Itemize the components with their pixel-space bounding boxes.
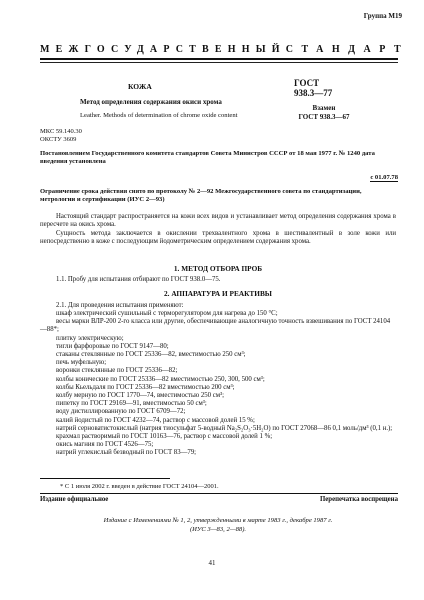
edition-note bbox=[40, 517, 396, 534]
list-item: тигли фарфоровые по ГОСТ 9147—80; bbox=[56, 342, 169, 350]
banner-word-interstate: МЕЖГОСУДАРСТВЕННЫЙ bbox=[40, 44, 286, 55]
classification-codes bbox=[40, 128, 82, 144]
list-item: печь муфельную; bbox=[56, 359, 107, 367]
list-item: калий йодистый по ГОСТ 4232—74, раствор с массовой долей 15 %; bbox=[56, 416, 255, 424]
official-edition-label: Издание официальное bbox=[40, 496, 109, 503]
list-item: натрий углекислый безводный по ГОСТ 83—79; bbox=[56, 449, 197, 457]
okstu-code: ОКСТУ 3609 bbox=[40, 136, 77, 143]
list-item: колбы конические по ГОСТ 25336—82 вместимостью 250, 300, 500 см³; bbox=[56, 375, 265, 383]
list-item: воронки стеклянные по ГОСТ 25336—82; bbox=[56, 367, 178, 375]
effective-date: с 01.07.78 bbox=[370, 174, 398, 181]
decree-text: Постановлением Государственного комитета стандартов Совета Министров СССР от 18 мая 1977 г. № 1240 дата введения установлена bbox=[40, 150, 375, 166]
standard-banner bbox=[40, 44, 410, 55]
banner-word-standard: СТАНДАРТ bbox=[285, 44, 410, 55]
list-item: пипетку по ГОСТ 29169—91, вместимостью 50 см³; bbox=[56, 400, 207, 408]
list-item: стаканы стеклянные по ГОСТ 25336—82, вместимостью 250 см³; bbox=[56, 351, 246, 359]
subtitle-ru: Метод определения содержания окиси хрома bbox=[80, 98, 222, 106]
page-number: 41 bbox=[208, 559, 216, 567]
official-rule bbox=[40, 493, 398, 494]
list-item: шкаф электрический сушильный с терморегулятором для нагрева до 150 °С; bbox=[56, 310, 278, 317]
replaces-block bbox=[284, 104, 364, 122]
banner-rule-top bbox=[40, 58, 398, 60]
list-item: крахмал растворимый по ГОСТ 10163—76, раствор с массовой долей 1 %; bbox=[56, 433, 273, 441]
section-2-intro: 2.1. Для проведения испытания применяют: bbox=[56, 302, 184, 309]
banner-rule-bottom bbox=[40, 62, 398, 63]
list-item: окись магния по ГОСТ 4526—75; bbox=[56, 441, 154, 449]
title-en: Leather. Methods of determination of chrome oxide content bbox=[80, 112, 238, 119]
footnote-rule bbox=[40, 478, 170, 479]
list-item: плитку электрическую; bbox=[56, 334, 124, 342]
list-item: натрий серноватистокислый (натрия тиосульфат 5-водный Na₂S₂O₃·5H₂O) по ГОСТ 27068—86 0,1 моль/дм³ (0,1 н.); bbox=[56, 424, 393, 432]
edition-note-line-2: (ИУС 3—83, 2—88). bbox=[189, 525, 247, 533]
principle-paragraph: Сущность метода заключается в окислении трехвалентного хрома в шестивалентный в золе кожи или непосредственно в коже с последующим йодометрическим определением содержания хрома. bbox=[40, 230, 396, 246]
scope-paragraph: Настоящий стандарт распространяется на кожи всех видов и устанавливает метод определения содержания хрома в пересчете на окись хрома. bbox=[40, 213, 396, 229]
list-item: воду дистиллированную по ГОСТ 6709—72; bbox=[56, 408, 186, 416]
replace-label: Взамен bbox=[312, 104, 336, 112]
title-ru: КОЖА bbox=[128, 82, 152, 91]
edition-note-line-1: Издание с Изменениями № 1, 2, утвержденными в марте 1983 г., декабре 1987 г. bbox=[103, 517, 333, 524]
gost-label: ГОСТ bbox=[294, 78, 320, 88]
reprint-prohibited-label: Перепечатка воспрещена bbox=[320, 496, 398, 503]
group-code: Группа М19 bbox=[363, 12, 402, 20]
footnote: * С 1 июля 2002 г. введен в действие ГОСТ 24104—2001. bbox=[60, 483, 219, 490]
equipment-list bbox=[40, 310, 396, 458]
section-2-heading: 2. АППАРАТУРА И РЕАКТИВЫ bbox=[164, 289, 272, 298]
list-item: весы марки ВЛР-200 2-го класса или другие, обеспечивающие аналогичную точность взвешивания по ГОСТ 24104—88*; bbox=[40, 318, 391, 334]
gost-number: 938.3—77 bbox=[294, 88, 333, 98]
list-item: колбы Кьельдаля по ГОСТ 25336—82 вместимостью 200 см³; bbox=[56, 383, 235, 391]
replace-value: ГОСТ 938.3—67 bbox=[298, 113, 350, 121]
list-item: колбу мерную по ГОСТ 1770—74, вместимостью 250 см³; bbox=[56, 392, 225, 400]
gost-designation bbox=[294, 78, 332, 98]
section-1-heading: 1. МЕТОД ОТБОРА ПРОБ bbox=[173, 264, 263, 273]
mks-code: МКС 59.140.30 bbox=[40, 128, 82, 135]
section-1-text: 1.1. Пробу для испытания отбирают по ГОСТ 938.0—75. bbox=[56, 276, 221, 283]
limit-note: Ограничение срока действия снято по протоколу № 2—92 Межгосударственного совета по стандартизации, метрологии и сертификации (ИУС 2—93) bbox=[40, 188, 362, 204]
